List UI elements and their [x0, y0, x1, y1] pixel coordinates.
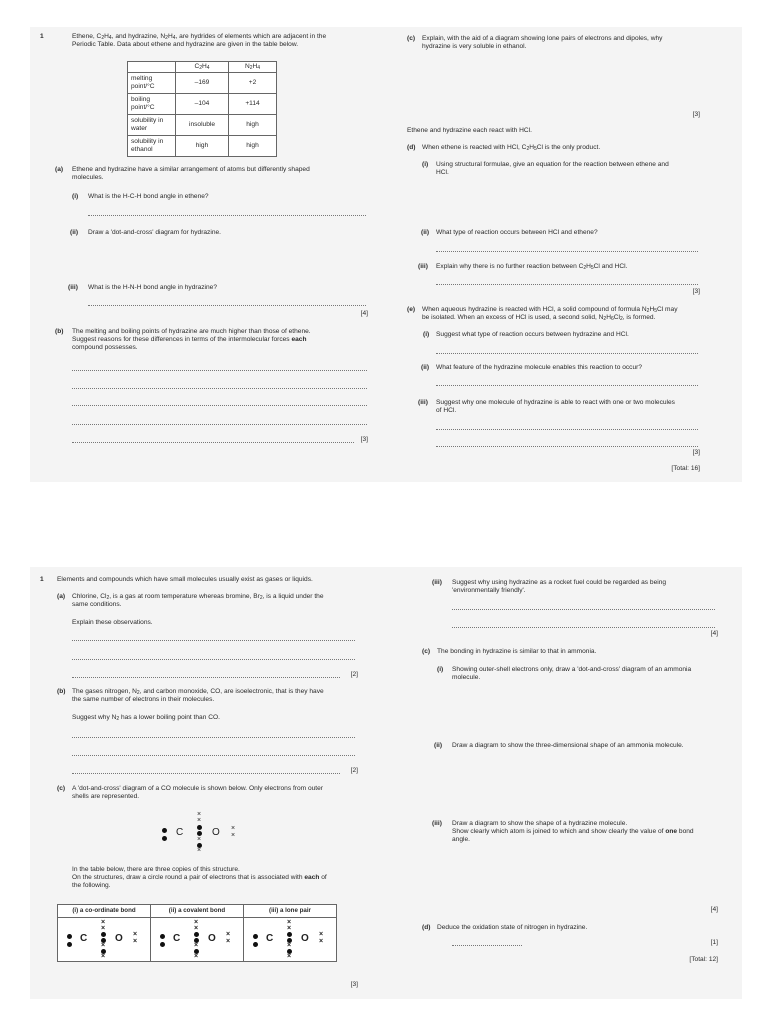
question-number: 1 [40, 33, 44, 40]
table-row: boiling point/°C –104 +114 [128, 94, 277, 115]
part-b-text-1: The gases nitrogen, $N_2$, and carbon monoxide, CO, are isoelectronic, that is they have [72, 688, 324, 696]
part-ei-label: (i) [423, 331, 430, 338]
part-a-text-2: molecules. [72, 174, 104, 181]
answer-line[interactable] [88, 305, 366, 306]
question-total: [Total: 16] [671, 465, 700, 472]
co-structure-copy: C × × × × O × × [63, 920, 148, 960]
part-b-text-2: Suggest reasons for these differences in terms of the intermolecular forces each [72, 336, 307, 343]
electron-dot [162, 828, 167, 833]
mark-allocation: [2] [350, 671, 358, 678]
part-c-instruction-1: In the table below, there are three copies of this structure. [72, 866, 240, 873]
part-diii-label: (iii) [418, 263, 428, 270]
answer-line[interactable] [72, 677, 340, 678]
mark-allocation: [1] [710, 939, 718, 946]
electron-dot [162, 836, 167, 841]
mark-allocation: [4] [710, 906, 718, 913]
answer-line[interactable] [72, 755, 355, 756]
answer-line[interactable] [72, 388, 367, 389]
part-cii-text: Draw a diagram to show the three-dimensional shape of an ammonia molecule. [452, 742, 684, 749]
part-cii-label: (ii) [434, 742, 443, 749]
part-c-text-2: shells are represented. [72, 793, 140, 800]
answer-line[interactable] [436, 284, 698, 285]
table-row: melting point/°C –169 +2 [128, 73, 277, 94]
answer-line[interactable] [72, 370, 367, 371]
electron-dot [197, 825, 202, 830]
part-aii-label: (ii) [70, 229, 79, 236]
part-b-text-3: Suggest why $N_2$ has a lower boiling point than CO. [72, 714, 220, 722]
part-diii-text: Explain why there is no further reaction between $C_2H_5Cl$ and HCl. [436, 263, 628, 271]
answer-line[interactable] [452, 627, 715, 628]
intro-line-2: Periodic Table. Data about ethene and hydrazine are given in the table below. [72, 41, 299, 48]
part-ciii-text-2: Show clearly which atom is joined to which and show clearly the value of one bond [452, 828, 694, 835]
part-aiii-text: What is the H-N-H bond angle in hydrazine? [88, 284, 218, 291]
part-b-label: (b) [55, 328, 64, 335]
col-header-hydrazine: $N_2H_4$ [229, 62, 277, 73]
part-ciii-label: (iii) [432, 820, 442, 827]
answer-line[interactable] [72, 442, 354, 443]
carbon-atom: C [176, 827, 184, 838]
part-di-text-1: Using structural formulae, give an equation for the reaction between ethene and [436, 161, 669, 168]
part-ai-text: What is the H-C-H bond angle in ethene? [88, 193, 209, 200]
answer-line[interactable] [88, 215, 366, 216]
mark-allocation: [2] [350, 767, 358, 774]
co-structure-copy: C × × × × O × × [156, 920, 241, 960]
part-ai-label: (i) [72, 193, 79, 200]
mark-allocation: [3] [692, 111, 700, 118]
table-row: solubility in water insoluble high [128, 115, 277, 136]
part-c-text-1: A 'dot-and-cross' diagram of a CO molecule is shown below. Only electrons from outer [72, 785, 323, 792]
part-eiii-text-1: Suggest why one molecule of hydrazine is able to react with one or two molecules [436, 399, 675, 406]
mark-allocation: [3] [692, 449, 700, 456]
part-aii-text: Draw a 'dot-and-cross' diagram for hydrazine. [88, 229, 221, 236]
part-ciii-text-3: angle. [452, 836, 470, 843]
structure-cell-coordinate[interactable] [58, 917, 151, 961]
answer-line[interactable] [452, 945, 522, 946]
part-b-text-2: the same number of electrons in their molecules. [72, 696, 215, 703]
part-di-text-2: HCl. [436, 169, 449, 176]
intro-line-1: Ethene, $C_2H_4$, and hydrazine, $N_2H_4$, are hydrides of elements which are adjacent in the [72, 33, 327, 41]
part-ci-label: (i) [437, 666, 444, 673]
part-dii-label: (ii) [421, 229, 430, 236]
answer-line[interactable] [436, 385, 698, 386]
part-a-text-2: same conditions. [72, 601, 122, 608]
part-ci-text-1: Showing outer-shell electrons only, draw a 'dot-and-cross' diagram of an ammonia [452, 666, 692, 673]
part-c-label: (c) [407, 35, 416, 42]
part-aiii-label: (iii) [68, 284, 78, 291]
answer-line[interactable] [72, 640, 355, 641]
answer-line[interactable] [72, 659, 355, 660]
oxygen-atom: O [212, 827, 220, 838]
answer-line[interactable] [436, 353, 698, 354]
col-header-ethene: $C_2H_4$ [176, 62, 229, 73]
part-c-instruction-3: the following. [72, 882, 111, 889]
part-ci-text-2: molecule. [452, 674, 481, 681]
data-table [127, 61, 277, 157]
answer-line[interactable] [436, 429, 698, 430]
part-e-text-1: When aqueous hydrazine is reacted with HCl, a solid compound of formula $N_2H_5Cl$ may [422, 306, 678, 314]
part-d-label: (d) [422, 924, 431, 931]
answer-line[interactable] [72, 405, 367, 406]
part-b-label: (b) [57, 688, 66, 695]
structure-cell-covalent[interactable] [151, 917, 244, 961]
part-c-instruction-2: On the structures, draw a circle round a pair of electrons that is associated with each of [72, 874, 327, 881]
part-e-label: (e) [407, 306, 416, 313]
mark-allocation: [3] [692, 288, 700, 295]
part-eii-text: What feature of the hydrazine molecule enables this reaction to occur? [436, 364, 642, 371]
mark-allocation: [4] [360, 310, 368, 317]
part-eii-label: (ii) [421, 364, 430, 371]
co-dot-cross-diagram: C × × × × O × × [158, 811, 248, 861]
mark-allocation: [4] [710, 630, 718, 637]
answer-line[interactable] [72, 737, 355, 738]
structure-cell-lone-pair[interactable] [244, 917, 337, 961]
co-structures-table [57, 904, 337, 962]
part-b-text-3: compound possesses. [72, 344, 138, 351]
part-c-label: (c) [57, 785, 66, 792]
part-biii-label: (iii) [432, 579, 442, 586]
part-d-text: When ethene is reacted with HCl, $C_2H_5Cl$ is the only product. [422, 144, 601, 152]
part-eiii-text-2: of HCl. [436, 407, 457, 414]
question-number: 1 [40, 576, 44, 583]
part-c-text-2: hydrazine is very soluble in ethanol. [422, 43, 527, 50]
part-a-label: (a) [55, 166, 64, 173]
table-row: solubility in ethanol high high [128, 136, 277, 157]
answer-line[interactable] [72, 773, 340, 774]
part-a-text-1: Chlorine, $Cl_2$, is a gas at room temperature whereas bromine, $Br_2$, is a liquid under the [72, 593, 324, 601]
part-eiii-label: (iii) [418, 399, 428, 406]
reaction-intro: Ethene and hydrazine each react with HCl. [407, 127, 532, 134]
answer-line[interactable] [436, 446, 698, 447]
exam-page-2 [30, 567, 742, 999]
answer-line[interactable] [436, 251, 698, 252]
answer-line[interactable] [452, 609, 715, 610]
part-a-explain: Explain these observations. [72, 619, 153, 626]
part-d-label: (d) [407, 144, 416, 151]
intro-text: Elements and compounds which have small molecules usually exist as gases or liquids. [57, 576, 313, 583]
mark-allocation: [3] [360, 436, 368, 443]
part-a-label: (a) [57, 593, 66, 600]
part-c-right-text: The bonding in hydrazine is similar to that in ammonia. [437, 648, 597, 655]
part-biii-text-1: Suggest why using hydrazine as a rocket fuel could be regarded as being [452, 579, 667, 586]
part-c-text-1: Explain, with the aid of a diagram showing lone pairs of electrons and dipoles, why [422, 35, 663, 42]
part-ei-text: Suggest what type of reaction occurs between hydrazine and HCl. [436, 331, 629, 338]
col-header-coordinate-bond: (i) a co-ordinate bond [58, 905, 151, 918]
mark-allocation: [3] [350, 981, 358, 988]
part-biii-text-2: 'environmentally friendly'. [452, 587, 526, 594]
part-e-text-2: be isolated. When an excess of HCl is used, a second solid, $N_2H_6Cl_2$, is formed. [422, 314, 656, 322]
answer-line[interactable] [72, 424, 367, 425]
col-header-covalent-bond: (ii) a covalent bond [151, 905, 244, 918]
part-dii-text: What type of reaction occurs between HCl and ethene? [436, 229, 598, 236]
part-d-text: Deduce the oxidation state of nitrogen in hydrazine. [437, 924, 588, 931]
part-a-text-1: Ethene and hydrazine have a similar arrangement of atoms but differently shaped [72, 166, 310, 173]
part-di-label: (i) [422, 161, 429, 168]
part-b-text-1: The melting and boiling points of hydrazine are much higher than those of ethene. [72, 328, 311, 335]
question-total: [Total: 12] [689, 956, 718, 963]
col-header-lone-pair: (iii) a lone pair [244, 905, 337, 918]
part-ciii-text-1: Draw a diagram to show the shape of a hydrazine molecule. [452, 820, 628, 827]
co-structure-copy: C × × × × O × × [249, 920, 334, 960]
exam-page-1 [30, 27, 742, 482]
part-c-right-label: (c) [422, 648, 431, 655]
